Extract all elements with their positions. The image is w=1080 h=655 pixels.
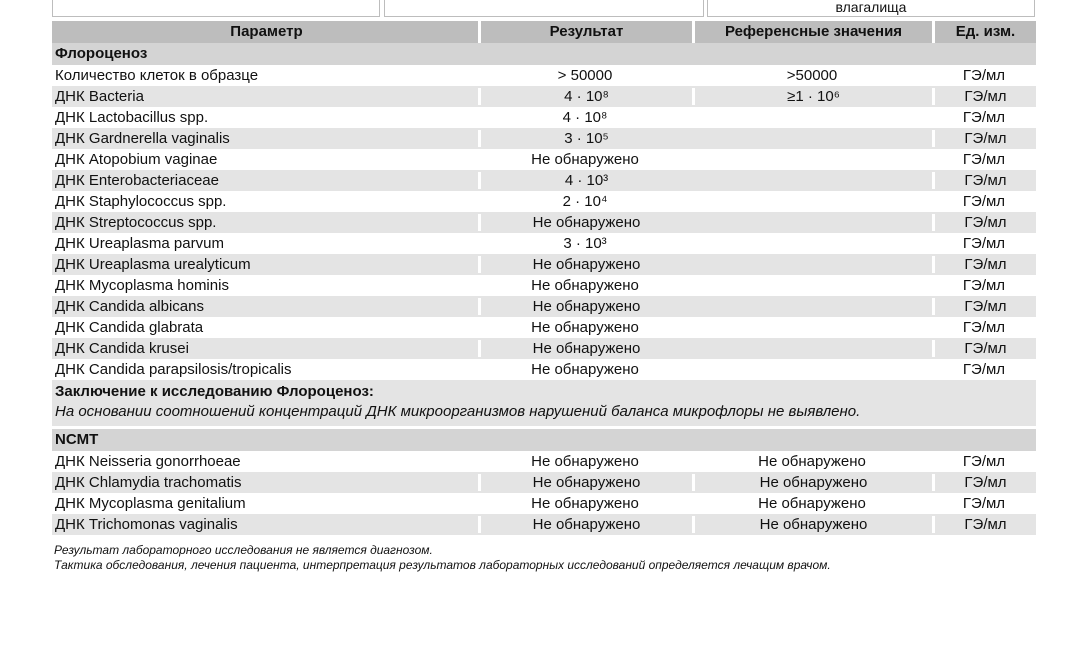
- unit-cell: ГЭ/мл: [932, 214, 1036, 231]
- param-cell: ДНК Ureaplasma parvum: [55, 235, 224, 252]
- top-cell-1: [52, 0, 380, 17]
- top-cell-text: влагалища: [835, 0, 907, 15]
- unit-cell: ГЭ/мл: [962, 361, 1006, 378]
- unit-cell: ГЭ/мл: [932, 340, 1036, 357]
- param-cell: ДНК Candida krusei: [55, 340, 189, 357]
- param-cell: ДНК Candida parapsilosis/tropicalis: [55, 361, 292, 378]
- result-cell: Не обнаружено: [531, 277, 639, 294]
- unit-cell: ГЭ/мл: [962, 235, 1006, 252]
- ref-cell: >50000: [786, 67, 838, 84]
- table-row: [52, 233, 1036, 254]
- footer-line-1: Результат лабораторного исследования не является диагнозом.: [54, 543, 433, 557]
- header-ref: Референсные значения: [692, 21, 932, 43]
- result-cell: Не обнаружено: [478, 474, 692, 491]
- footer-line-2: Тактика обследования, лечения пациента, интерпретация результатов лабораторных исследований определяется лечащим врачом.: [54, 558, 831, 572]
- result-cell: > 50000: [557, 67, 613, 84]
- unit-cell: ГЭ/мл: [962, 193, 1006, 210]
- result-cell: Не обнаружено: [531, 361, 639, 378]
- table-row: [52, 212, 1036, 233]
- result-cell: Не обнаружено: [478, 340, 692, 357]
- ref-cell: Не обнаружено: [758, 453, 866, 470]
- unit-cell: ГЭ/мл: [932, 474, 1036, 491]
- result-cell: 3 · 10³: [563, 235, 607, 252]
- param-cell: ДНК Mycoplasma hominis: [55, 277, 229, 294]
- table-row: [52, 359, 1036, 380]
- param-cell: ДНК Candida albicans: [55, 298, 204, 315]
- section1-rows: [52, 65, 1036, 380]
- ref-cell: Не обнаружено: [692, 474, 932, 491]
- section2-rows: [52, 451, 1036, 535]
- unit-cell: ГЭ/мл: [962, 277, 1006, 294]
- ref-cell: ≥1 · 10⁶: [692, 88, 932, 105]
- table-row: [52, 472, 1036, 493]
- header-unit: Ед. изм.: [932, 21, 1036, 43]
- header-param: Параметр: [230, 23, 303, 40]
- table-row: [52, 65, 1036, 86]
- param-cell: ДНК Neisseria gonorrhoeae: [55, 453, 241, 470]
- table-row: [52, 317, 1036, 338]
- param-cell: ДНК Gardnerella vaginalis: [55, 130, 230, 147]
- result-cell: Не обнаружено: [478, 298, 692, 315]
- results-table: [52, 21, 1036, 535]
- table-row: [52, 170, 1036, 191]
- top-cell-2: [384, 0, 704, 17]
- result-cell: Не обнаружено: [531, 495, 639, 512]
- unit-cell: ГЭ/мл: [962, 151, 1006, 168]
- result-cell: 2 · 10⁴: [562, 193, 608, 210]
- result-cell: 4 · 10⁸: [562, 109, 608, 126]
- param-cell: Количество клеток в образце: [55, 67, 259, 84]
- param-cell: ДНК Trichomonas vaginalis: [55, 516, 238, 533]
- ref-cell: Не обнаружено: [758, 495, 866, 512]
- table-row: [52, 254, 1036, 275]
- table-row: [52, 149, 1036, 170]
- unit-cell: ГЭ/мл: [932, 172, 1036, 189]
- unit-cell: ГЭ/мл: [932, 88, 1036, 105]
- unit-cell: ГЭ/мл: [932, 298, 1036, 315]
- param-cell: ДНК Lactobacillus spp.: [55, 109, 209, 126]
- table-row: [52, 514, 1036, 535]
- table-row: [52, 451, 1036, 472]
- param-cell: ДНК Streptococcus spp.: [55, 214, 217, 231]
- table-row: [52, 275, 1036, 296]
- param-cell: ДНК Atopobium vaginae: [55, 151, 218, 168]
- conclusion-block: [52, 380, 1036, 426]
- conclusion-title: Заключение к исследованию Флороценоз:: [55, 383, 374, 400]
- result-cell: Не обнаружено: [478, 516, 692, 533]
- unit-cell: ГЭ/мл: [932, 516, 1036, 533]
- table-row: [52, 296, 1036, 317]
- unit-cell: ГЭ/мл: [962, 453, 1006, 470]
- section-title-ncmt: NCMT: [52, 429, 1036, 451]
- result-cell: Не обнаружено: [531, 319, 639, 336]
- unit-cell: ГЭ/мл: [962, 319, 1006, 336]
- footer-notes: [54, 543, 831, 573]
- result-cell: Не обнаружено: [478, 214, 692, 231]
- table-row: [52, 107, 1036, 128]
- top-cell-3: [707, 0, 1035, 17]
- conclusion-text: На основании соотношений концентраций ДНК микроорганизмов нарушений баланса микрофлоры не выявлено.: [55, 403, 861, 420]
- unit-cell: ГЭ/мл: [962, 67, 1006, 84]
- table-row: [52, 493, 1036, 514]
- table-row: [52, 86, 1036, 107]
- param-cell: ДНК Mycoplasma genitalium: [55, 495, 246, 512]
- table-row: [52, 338, 1036, 359]
- table-row: [52, 128, 1036, 149]
- section-title-florocenoz: Флороценоз: [52, 43, 1036, 65]
- result-cell: 4 · 10⁸: [478, 88, 692, 105]
- table-header: [52, 21, 1036, 43]
- unit-cell: ГЭ/мл: [932, 256, 1036, 273]
- ref-cell: Не обнаружено: [692, 516, 932, 533]
- param-cell: ДНК Enterobacteriaceae: [55, 172, 219, 189]
- result-cell: 4 · 10³: [478, 172, 692, 189]
- result-cell: 3 · 10⁵: [478, 130, 692, 147]
- header-result: Результат: [478, 21, 692, 43]
- param-cell: ДНК Staphylococcus spp.: [55, 193, 227, 210]
- param-cell: ДНК Ureaplasma urealyticum: [55, 256, 251, 273]
- unit-cell: ГЭ/мл: [962, 495, 1006, 512]
- param-cell: ДНК Chlamydia trachomatis: [55, 474, 242, 491]
- unit-cell: ГЭ/мл: [962, 109, 1006, 126]
- result-cell: Не обнаружено: [478, 256, 692, 273]
- param-cell: ДНК Candida glabrata: [55, 319, 204, 336]
- table-row: [52, 191, 1036, 212]
- param-cell: ДНК Bacteria: [55, 88, 144, 105]
- result-cell: Не обнаружено: [531, 453, 639, 470]
- result-cell: Не обнаружено: [531, 151, 639, 168]
- unit-cell: ГЭ/мл: [932, 130, 1036, 147]
